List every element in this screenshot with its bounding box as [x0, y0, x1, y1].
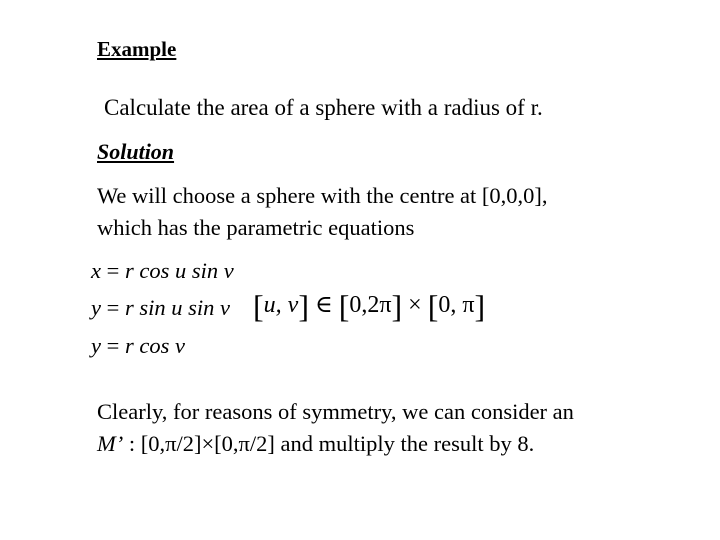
problem-statement: Calculate the area of a sphere with a radius of r.	[104, 95, 543, 120]
paragraph-line-1: We will choose a sphere with the centre at [0,0,0],	[97, 183, 548, 208]
conclusion-line-1: Clearly, for reasons of symmetry, we can consider an	[97, 399, 574, 424]
heading-example: Example	[97, 37, 177, 61]
conclusion-line-2-rest: : [0,π/2]×[0,π/2] and multiply the result by 8.	[123, 431, 535, 456]
equation-rhs: r cos v	[124, 333, 185, 358]
heading-solution: Solution	[97, 139, 175, 164]
domain-set-2: 0, π	[438, 292, 475, 318]
equation-x: x = r cos u sin v	[91, 258, 234, 283]
parameter-domain: [u, v] ∈ [0,2π] × [0, π]	[253, 288, 486, 324]
conclusion-line-2	[97, 428, 574, 460]
equation-y-1: y = r sin u sin v	[91, 295, 230, 320]
conclusion-paragraph	[97, 396, 574, 460]
conclusion-m-prime: M’	[97, 431, 124, 456]
equation-y-2: y = r cos v	[91, 333, 185, 358]
equation-lhs: x	[91, 258, 101, 283]
paragraph-line-2: which has the parametric equations	[97, 215, 415, 240]
equation-rhs: r sin u sin v	[124, 295, 230, 320]
domain-vars: u, v	[263, 292, 299, 318]
domain-set-1: 0,2π	[349, 292, 392, 318]
equation-lhs: y	[91, 295, 101, 320]
solution-paragraph	[97, 180, 657, 244]
equation-lhs: y	[91, 333, 101, 358]
equation-rhs: r cos u sin v	[124, 258, 234, 283]
